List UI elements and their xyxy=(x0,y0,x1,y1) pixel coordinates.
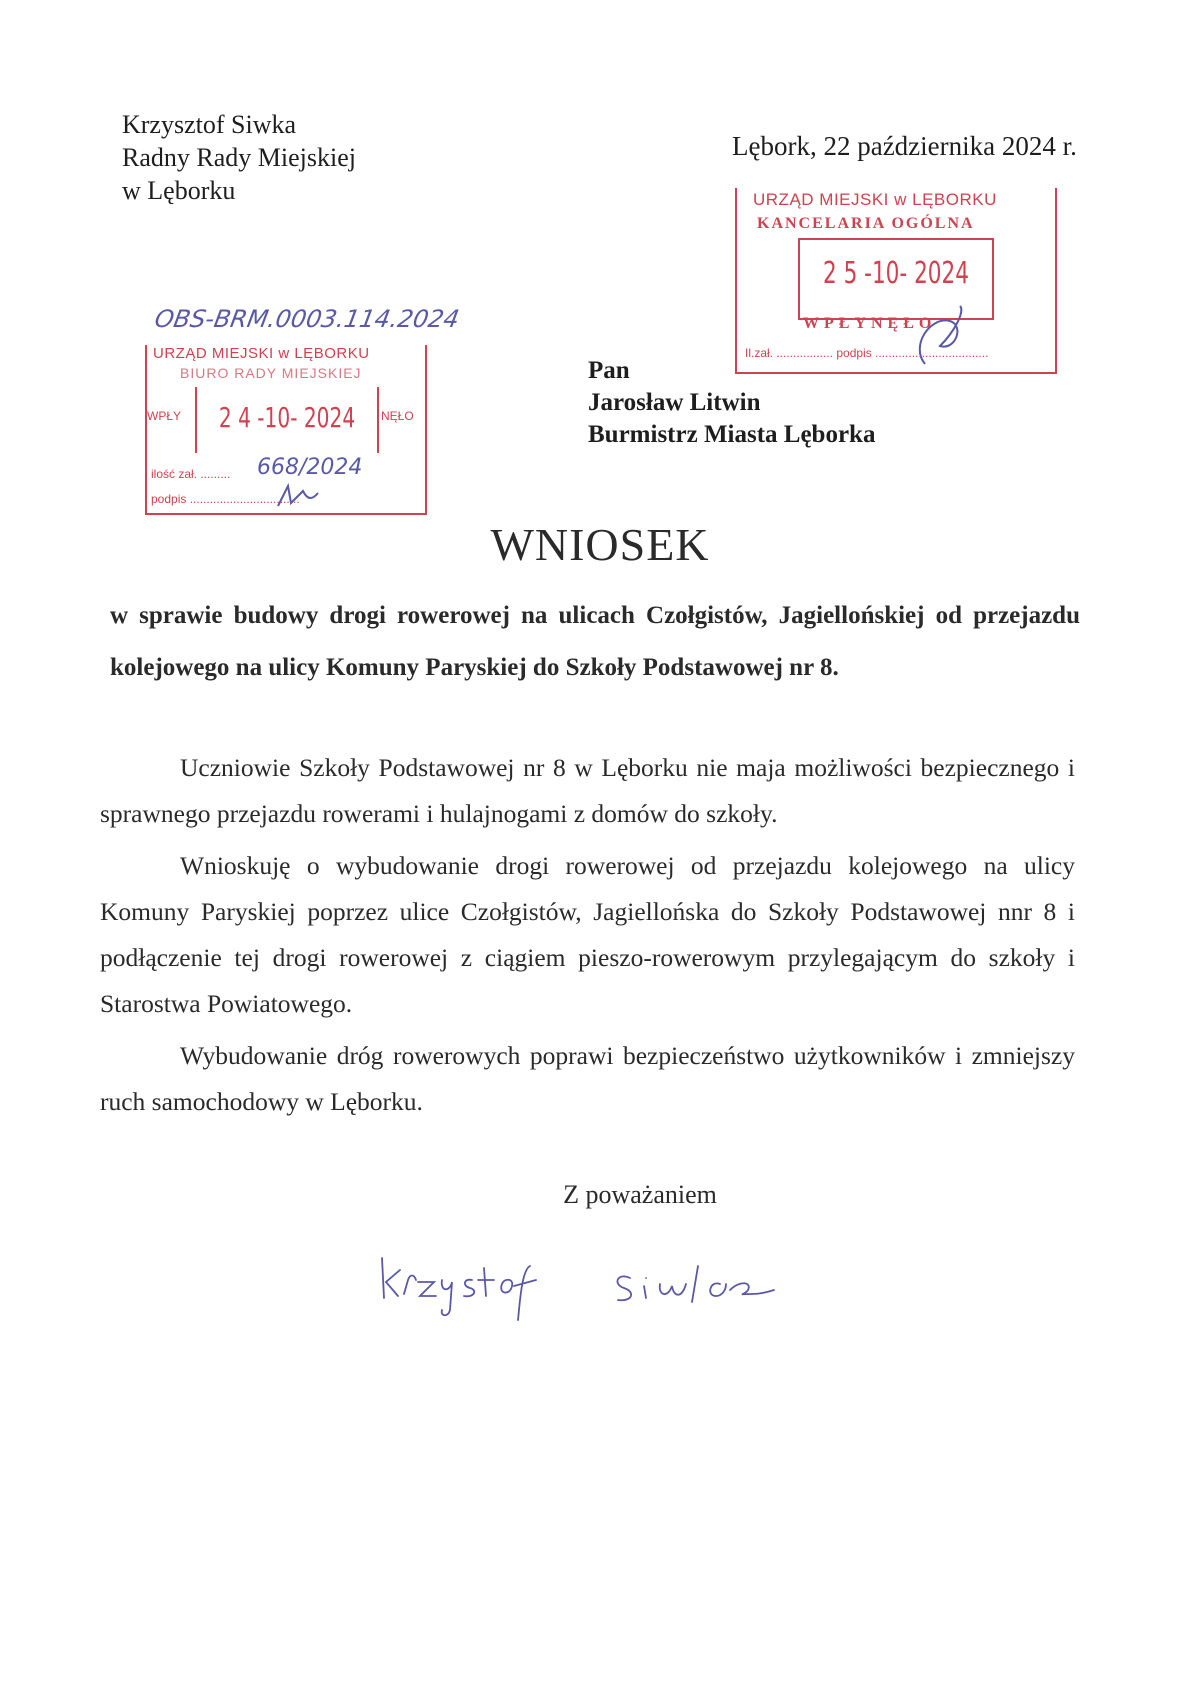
council-received-stamp xyxy=(145,305,462,515)
handwritten-reference-number: OBS-BRM.0003.114.2024 xyxy=(152,305,462,333)
stamp-office-date: 2 5 -10- 2024 xyxy=(822,256,970,291)
sender-location: w Lęborku xyxy=(122,176,236,205)
office-received-stamp xyxy=(735,188,1055,374)
document-title: WNIOSEK xyxy=(490,519,710,570)
addressee-block xyxy=(588,355,875,451)
handwritten-signature xyxy=(380,1240,830,1330)
body-paragraph: Wnioskuję o wybudowanie drogi rowerowej od przejazdu kolejowego na ulicy Komuny Paryskiej poprzez ulice Czołgistów, Jagiellońska do Szkoły Podstawowej nnr 8 i podłączenie tej drogi rowerowej z ciągiem pieszo-rowerowym przylegającym do szkoły i Starostwa Powiatowego. xyxy=(100,851,1075,1018)
document-body xyxy=(100,745,1075,1131)
stamp-council-side-right: NĘŁO xyxy=(381,409,414,423)
stamp-office-received: WPŁYNĘŁO xyxy=(803,315,937,332)
body-paragraph: Uczniowie Szkoły Podstawowej nr 8 w Lęborku nie maja możliwości bezpiecznego i sprawnego przejazdu rowerami i hulajnogami z domów do szkoły. xyxy=(100,753,1075,828)
sender-block xyxy=(122,108,356,207)
stamp-council-side-left: WPŁY xyxy=(147,409,182,423)
stamp-office-line1: URZĄD MIEJSKI w LĘBORKU xyxy=(753,190,997,209)
body-paragraph: Wybudowanie dróg rowerowych poprawi bezpieczeństwo użytkowników i zmniejszy ruch samochodowy w Lęborku. xyxy=(100,1041,1075,1116)
stamp-council-signature-label: podpis ................................. xyxy=(151,492,300,506)
addressee-title: Burmistrz Miasta Lęborka xyxy=(588,421,876,448)
handwritten-registry-number: 668/2024 xyxy=(257,455,363,480)
handwritten-initials xyxy=(273,481,323,511)
closing-phrase: Z poważaniem xyxy=(563,1180,717,1209)
stamp-council-attachments: ilość zał. ......... xyxy=(151,467,231,481)
stamp-office-attachments: Il.zał. ................. podpis .................................. xyxy=(745,346,989,360)
stamp-council-line2: BIURO RADY MIEJSKIEJ xyxy=(180,365,362,381)
sender-name: Krzysztof Siwka xyxy=(122,110,297,139)
sender-role: Radny Rady Miejskiej xyxy=(122,143,356,172)
addressee-salutation: Pan xyxy=(588,357,630,384)
place-date: Lębork, 22 października 2024 r. xyxy=(732,131,1077,161)
stamp-date-box xyxy=(195,387,379,453)
stamp-office-line2: KANCELARIA OGÓLNA xyxy=(757,215,975,232)
stamp-council-line1: URZĄD MIEJSKI w LĘBORKU xyxy=(153,345,370,362)
addressee-name: Jarosław Litwin xyxy=(588,389,761,416)
stamp-council-date: 2 4 -10- 2024 xyxy=(218,401,356,434)
handwritten-initials xyxy=(905,296,975,376)
document-subject: w sprawie budowy drogi rowerowej na ulicach Czołgistów, Jagiellońskiej od przejazdu kolejowego na ulicy Komuny Paryskiej do Szkoły Podstawowej nr 8. xyxy=(110,602,1080,681)
